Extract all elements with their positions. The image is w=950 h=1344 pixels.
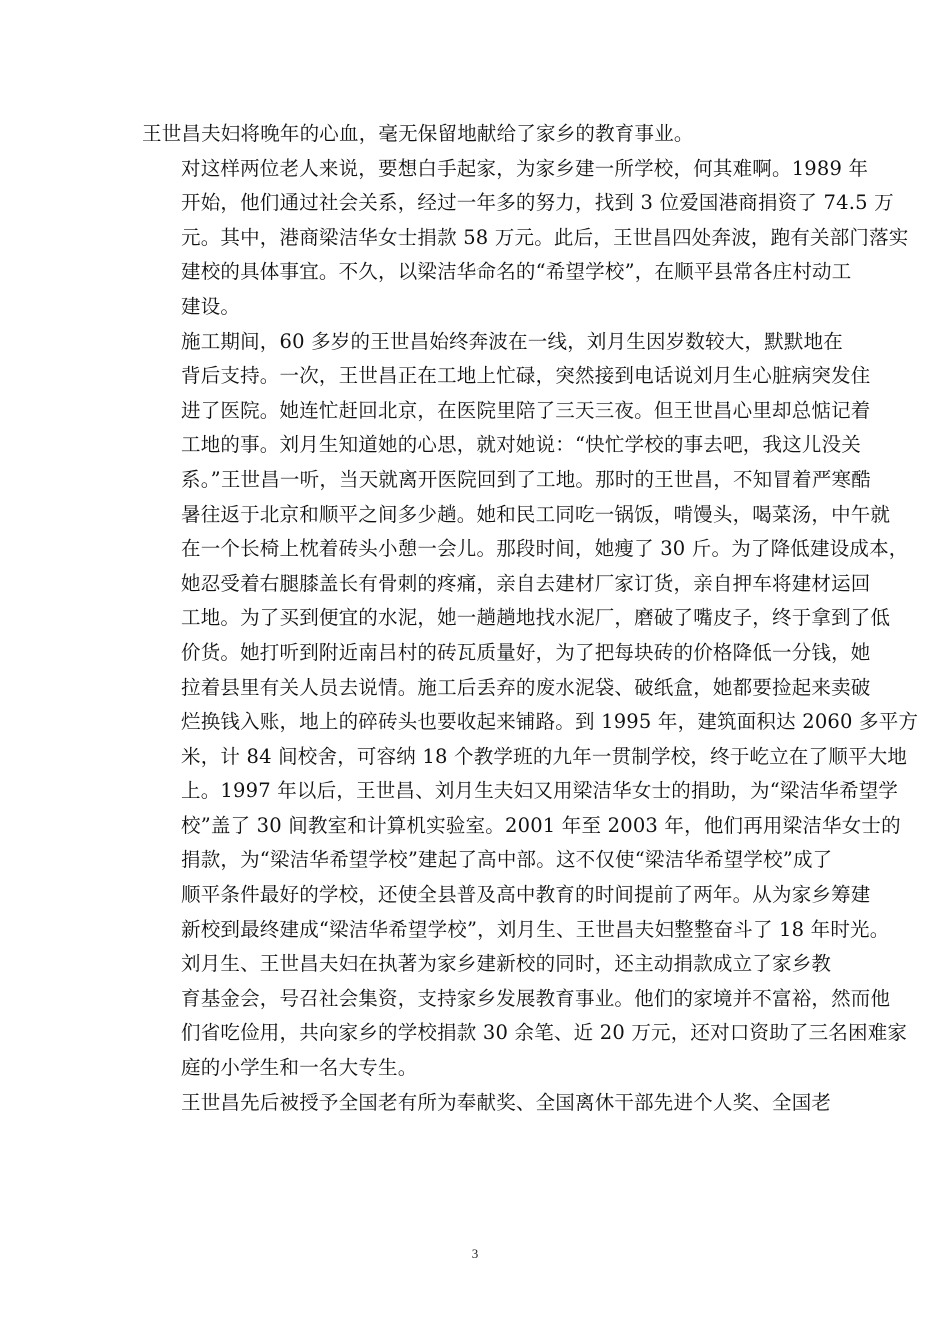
text-line: 对这样两位老人来说，要想白手起家，为家乡建一所学校，何其难啊。1989 年 <box>181 156 869 180</box>
text-line: 建校的具体事宜。不久，以梁洁华命名的“希望学校”，在顺平县常各庄村动工 <box>181 260 852 284</box>
paragraph <box>142 1086 832 1121</box>
body-text <box>142 117 919 1120</box>
text-line: 施工期间，60 多岁的王世昌始终奔波在一线，刘月生因岁数较大，默默地在 <box>181 329 844 353</box>
text-line: 上。1997 年以后，王世昌、刘月生夫妇又用梁洁华女士的捐助，为“梁洁华希望学 <box>181 779 899 803</box>
text-line: 进了医院。她连忙赶回北京，在医院里陪了三天三夜。但王世昌心里却总惦记着 <box>181 398 871 422</box>
text-line: 庭的小学生和一名大专生。 <box>181 1056 418 1080</box>
text-line: 系。”王世昌一听，当天就离开医院回到了工地。那时的王世昌，不知冒着严寒酷 <box>181 467 871 491</box>
text-line: 们省吃俭用，共向家乡的学校捐款 30 余笔、近 20 万元，还对口资助了三名困难家 <box>181 1021 908 1045</box>
text-line: 捐款，为“梁洁华希望学校”建起了高中部。这不仅使“梁洁华希望学校”成了 <box>181 848 833 872</box>
text-line: 新校到最终建成“梁洁华希望学校”，刘月生、王世昌夫妇整整奋斗了 18 年时光。 <box>181 917 890 941</box>
paragraph <box>142 117 824 152</box>
text-line: 育基金会，号召社会集资，支持家乡发展教育事业。他们的家境并不富裕，然而他 <box>181 986 891 1010</box>
text-line: 元。其中，港商梁洁华女士捐款 58 万元。此后，王世昌四处奔波，跑有关部门落实 <box>181 225 909 249</box>
paragraph <box>142 947 908 1085</box>
text-line: 烂换钱入账，地上的碎砖头也要收起来铺路。到 1995 年，建筑面积达 2060 多平方 <box>181 710 919 734</box>
text-line: 米，计 84 间校舍，可容纳 18 个教学班的九年一贯制学校，终于屹立在了顺平大地 <box>181 744 908 768</box>
text-line: 暑往返于北京和顺平之间多少趟。她和民工同吃一锅饭，啃馒头，喝菜汤，中午就 <box>181 502 891 526</box>
text-line: 开始，他们通过社会关系，经过一年多的努力，找到 3 位爱国港商捐资了 74.5 万 <box>181 191 894 215</box>
paragraph <box>142 325 919 948</box>
text-line: 背后支持。一次，王世昌正在工地上忙碌，突然接到电话说刘月生心脏病突发住 <box>181 364 871 388</box>
text-line: 王世昌先后被授予全国老有所为奉献奖、全国离休干部先进个人奖、全国老 <box>181 1090 832 1114</box>
text-line: 工地的事。刘月生知道她的心思，就对她说：“快忙学校的事去吧，我这儿没关 <box>181 433 861 457</box>
text-line: 在一个长椅上枕着砖头小憩一会儿。那段时间，她瘦了 30 斤。为了降低建设成本， <box>181 537 909 561</box>
paragraph <box>142 152 909 325</box>
text-line: 工地。为了买到便宜的水泥，她一趟趟地找水泥厂，磨破了嘴皮子，终于拿到了低 <box>181 606 891 630</box>
text-line: 王世昌夫妇将晚年的心血，毫无保留地献给了家乡的教育事业。 <box>142 122 694 145</box>
text-line: 校”盖了 30 间教室和计算机实验室。2001 年至 2003 年，他们再用梁洁华女士的 <box>181 813 901 837</box>
text-line: 她忍受着右腿膝盖长有骨刺的疼痛，亲自去建材厂家订货，亲自押车将建材运回 <box>181 571 871 595</box>
page-number: 3 <box>471 1246 479 1261</box>
text-line: 拉着县里有关人员去说情。施工后丢弃的废水泥袋、破纸盒，她都要捡起来卖破 <box>181 675 871 699</box>
text-line: 顺平条件最好的学校，还使全县普及高中教育的时间提前了两年。从为家乡筹建 <box>181 883 871 907</box>
text-line: 价货。她打听到附近南吕村的砖瓦质量好，为了把每块砖的价格降低一分钱，她 <box>181 640 871 664</box>
text-line: 建设。 <box>181 294 241 318</box>
text-line: 刘月生、王世昌夫妇在执著为家乡建新校的同时，还主动捐款成立了家乡教 <box>181 952 832 976</box>
